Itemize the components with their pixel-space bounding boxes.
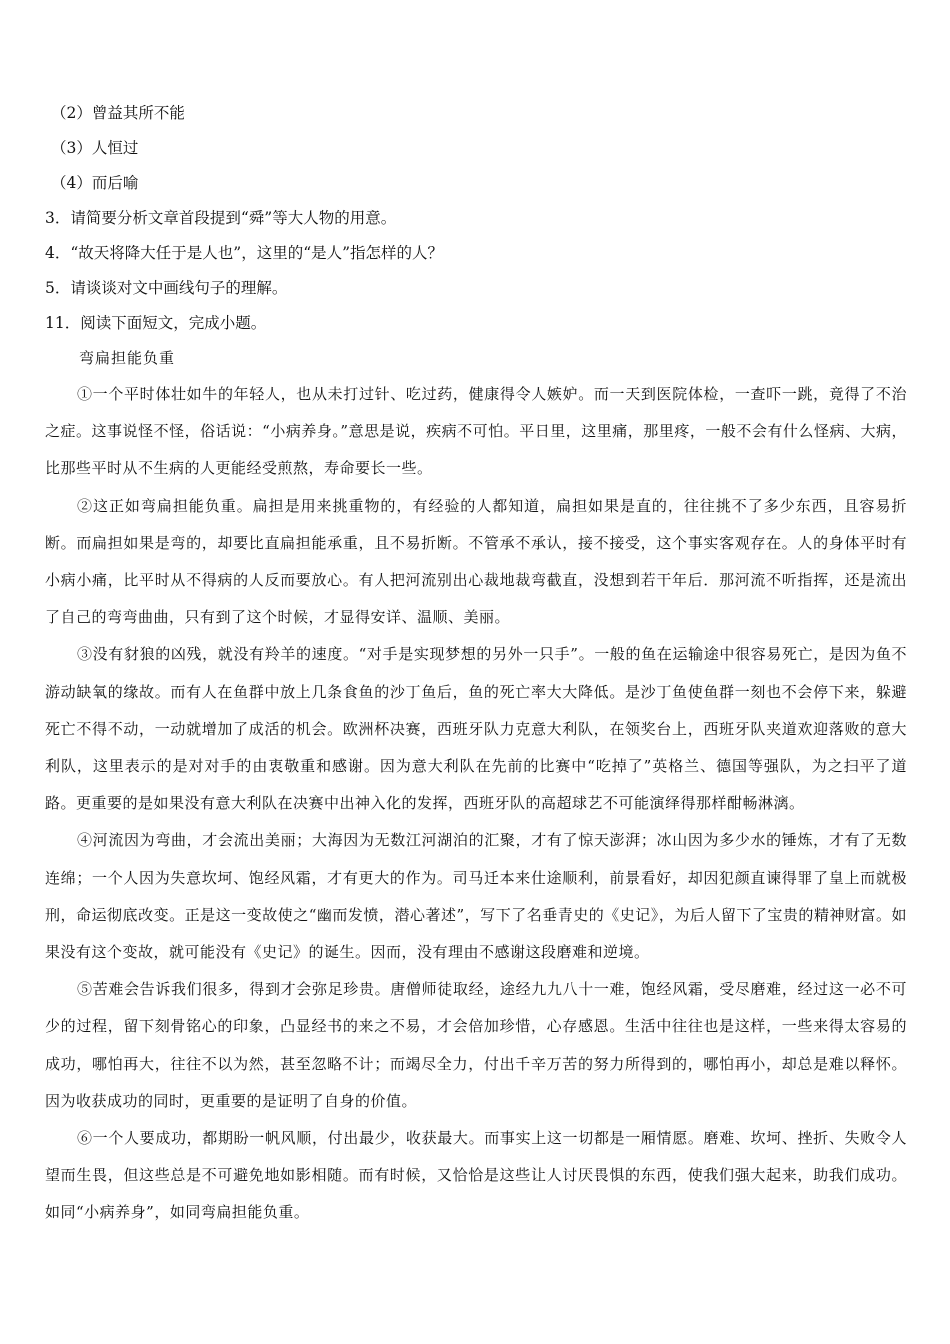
document-page (45, 96, 907, 1232)
question-3: 3．请简要分析文章首段提到“舜”等大人物的用意。 (45, 209, 397, 227)
article-paragraph-2: ②这正如弯扁担能负重。扁担是用来挑重物的，有经验的人都知道，扁担如果是直的，往往挑不了多少东西，且容易折断。而扁担如果是弯的，却要比直扁担能承重，且不易折断。不管承不承认，接不接受，这个事实客观存在。人的身体平时有小病小痛，比平时从不得病的人反而要放心。有人把河流别出心裁地裁弯截直，没想到若干年后．那河流不听指挥，还是流出了自己的弯弯曲曲，只有到了这个时候，才显得安详、温顺、美丽。 (45, 496, 907, 627)
article-paragraph-3: ③没有豺狼的凶残，就没有羚羊的速度。“对手是实现梦想的另外一只手”。一般的鱼在运输途中很容易死亡，是因为鱼不游动缺氧的缘故。而有人在鱼群中放上几条食鱼的沙丁鱼后，鱼的死亡率大大降低。是沙丁鱼使鱼群一刻也不会停下来，躲避死亡不得不动，一动就增加了成活的机会。欧洲杯决赛，西班牙队力克意大利队，在领奖台上，西班牙队夹道欢迎落败的意大利队，这里表示的是对对手的由衷敬重和感谢。因为意大利队在先前的比赛中“吃掉了”英格兰、德国等强队，为之扫平了道路。更重要的是如果没有意大利队在决赛中出神入化的发挥，西班牙队的高超球艺不可能演绎得那样酣畅淋漓。 (45, 645, 907, 813)
question-2-item-3: （3）人恒过 (51, 139, 139, 157)
article-title: 弯扁担能负重 (79, 349, 176, 367)
article-paragraph-1: ①一个平时体壮如牛的年轻人，也从未打过针、吃过药，健康得令人嫉妒。而一天到医院体检，一查吓一跳，竟得了不治之症。这事说怪不怪，俗话说：“小病养身。”意思是说，疾病不可怕。平日里，这里痛，那里疼，一般不会有什么怪病、大病，比那些平时从不生病的人更能经受煎熬，寿命要长一些。 (45, 385, 907, 478)
article-paragraph-6: ⑥一个人要成功，都期盼一帆风顺，付出最少，收获最大。而事实上这一切都是一厢情愿。磨难、坎坷、挫折、失败令人望而生畏，但这些总是不可避免地如影相随。而有时候，又恰恰是这些让人讨厌畏惧的东西，使我们强大起来，助我们成功。如同“小病养身”，如同弯扁担能负重。 (45, 1129, 907, 1222)
question-4: 4．“故天将降大任于是人也”，这里的“是人”指怎样的人？ (45, 244, 444, 262)
question-2-item-2: （2）曾益其所不能 (51, 104, 185, 122)
article-paragraph-4: ④河流因为弯曲，才会流出美丽；大海因为无数江河湖泊的汇聚，才有了惊天澎湃；冰山因为多少水的锤炼，才有了无数连绵；一个人因为失意坎坷、饱经风霜，才有更大的作为。司马迁本来仕途顺利，前景看好，却因犯颜直谏得罪了皇上而就极刑，命运彻底改变。正是这一变故使之“幽而发愤，潜心著述”，写下了名垂青史的《史记》，为后人留下了宝贵的精神财富。如果没有这个变故，就可能没有《史记》的诞生。因而，没有理由不感谢这段磨难和逆境。 (45, 831, 907, 962)
question-2-item-4: （4）而后喻 (51, 174, 139, 192)
question-5: 5．请谈谈对文中画线句子的理解。 (45, 279, 288, 297)
article-paragraph-5: ⑤苦难会告诉我们很多，得到才会弥足珍贵。唐僧师徒取经，途经九九八十一难，饱经风霜，受尽磨难，经过这一必不可少的过程，留下刻骨铭心的印象，凸显经书的来之不易，才会倍加珍惜，心存感恩。生活中往往也是这样，一些来得太容易的成功，哪怕再大，往往不以为然，甚至忽略不计；而竭尽全力，付出千辛万苦的努力所得到的，哪怕再小，却总是难以释怀。因为收获成功的同时，更重要的是证明了自身的价值。 (45, 980, 907, 1110)
question-11: 11．阅读下面短文，完成小题。 (45, 314, 267, 332)
